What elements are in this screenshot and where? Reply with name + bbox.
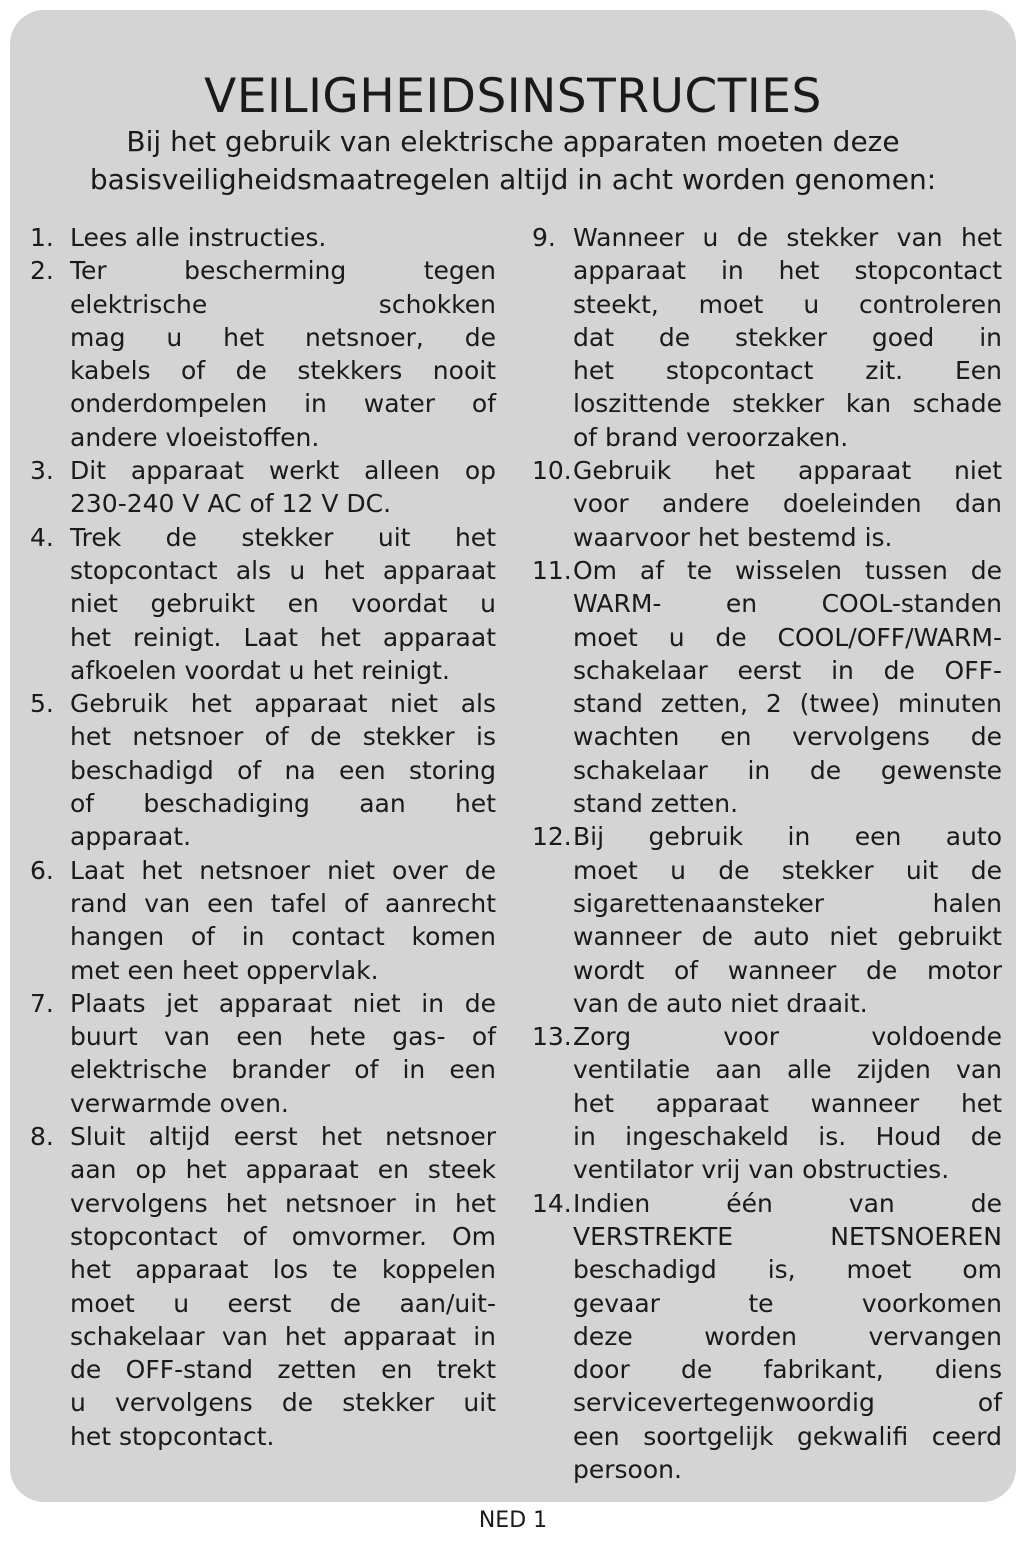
- instruction-line: of brand veroorzaken.: [573, 422, 849, 452]
- instruction-text: [70, 987, 496, 1120]
- instruction-line: persoon.: [573, 1454, 682, 1484]
- instruction-item: [532, 221, 1002, 454]
- instruction-line: afkoelen voordat u het reinigt.: [70, 655, 450, 685]
- instruction-line: deze worden vervangen: [573, 1321, 1002, 1351]
- instruction-text: [70, 687, 496, 853]
- instruction-text: [70, 254, 496, 454]
- instruction-line: Gebruik het apparaat niet als: [70, 689, 496, 719]
- instruction-text: [573, 454, 1002, 554]
- instruction-line: VERSTREKTE NETSNOEREN: [573, 1221, 1002, 1251]
- instruction-line: steekt, moet u controleren: [573, 289, 1002, 319]
- instruction-line: servicevertegenwoordig of: [573, 1388, 1002, 1418]
- instruction-line: het apparaat wanneer het: [573, 1088, 1002, 1118]
- instruction-line: wordt of wanneer de motor: [573, 955, 1002, 985]
- instruction-line: andere vloeistoffen.: [70, 422, 320, 452]
- instruction-line: met een heet oppervlak.: [70, 955, 379, 985]
- instruction-line: Ter bescherming tegen: [70, 256, 496, 286]
- instruction-number: 14.: [532, 1188, 572, 1218]
- instruction-line: Om af te wisselen tussen de: [573, 555, 1002, 585]
- instruction-text: [573, 221, 1002, 454]
- instructions-left-column: [30, 221, 496, 1453]
- instruction-text: [70, 221, 496, 254]
- instruction-line: het stopcontact.: [70, 1421, 275, 1451]
- instruction-number: 13.: [532, 1022, 572, 1052]
- instruction-text: [573, 1020, 1002, 1186]
- instruction-line: Lees alle instructies.: [70, 223, 327, 252]
- instruction-line: wachten en vervolgens de: [573, 722, 1002, 752]
- instruction-line: waarvoor het bestemd is.: [573, 522, 893, 552]
- instruction-number: 11.: [532, 555, 572, 585]
- instruction-line: vervolgens het netsnoer in het: [70, 1188, 496, 1218]
- instruction-line: voor andere doeleinden dan: [573, 489, 1002, 519]
- page-number: NED 1: [478, 1508, 548, 1533]
- instruction-line: het netsnoer of de stekker is: [70, 722, 496, 752]
- instruction-item: [30, 254, 496, 454]
- instruction-line: rand van een tafel of aanrecht: [70, 888, 496, 918]
- instruction-text: [70, 454, 496, 521]
- instruction-line: stand zetten.: [573, 789, 739, 819]
- instruction-number: 1.: [30, 223, 54, 252]
- instruction-line: sigarettenaansteker halen: [573, 888, 1002, 918]
- instruction-line: Plaats jet apparaat niet in de: [70, 988, 496, 1018]
- instruction-line: het apparaat los te koppelen: [70, 1255, 496, 1285]
- instruction-line: Bij gebruik in een auto: [573, 822, 1002, 852]
- instruction-line: stopcontact als u het apparaat: [70, 555, 496, 585]
- instruction-text: [573, 554, 1002, 820]
- instruction-line: apparaat in het stopcontact: [573, 256, 1002, 286]
- instruction-line: de OFF-stand zetten en trekt: [70, 1355, 496, 1385]
- instruction-line: niet gebruikt en voordat u: [70, 589, 496, 619]
- instruction-line: 230-240 V AC of 12 V DC.: [70, 489, 392, 519]
- instruction-line: ventilatie aan alle zijden van: [573, 1055, 1002, 1085]
- instruction-line: mag u het netsnoer, de: [70, 322, 496, 352]
- instruction-line: loszittende stekker kan schade: [573, 389, 1002, 419]
- instruction-line: elektrische brander of in een: [70, 1055, 496, 1085]
- instruction-line: van de auto niet draait.: [573, 988, 868, 1018]
- instruction-item: [532, 554, 1002, 820]
- instruction-text: [70, 1120, 496, 1453]
- instruction-line: Gebruik het apparaat niet: [573, 456, 1002, 486]
- instruction-line: of beschadiging aan het: [70, 789, 496, 819]
- instruction-line: elektrische schokken: [70, 289, 496, 319]
- instruction-line: beschadigd of na een storing: [70, 755, 496, 785]
- instruction-line: Dit apparaat werkt alleen op: [70, 456, 496, 486]
- instruction-line: moet u de COOL/OFF/WARM-: [573, 622, 1002, 652]
- instruction-item: [30, 987, 496, 1120]
- instruction-item: [30, 1120, 496, 1453]
- instruction-text: [70, 521, 496, 687]
- intro-text: Bij het gebruik van elektrische apparaten moeten deze basisveiligheidsmaatregelen altijd in acht worden genomen:: [89, 125, 937, 196]
- instruction-line: hangen of in contact komen: [70, 922, 496, 952]
- instruction-line: u vervolgens de stekker uit: [70, 1388, 496, 1418]
- instruction-line: buurt van een hete gas- of: [70, 1022, 496, 1052]
- instruction-line: het reinigt. Laat het apparaat: [70, 622, 496, 652]
- instruction-line: Trek de stekker uit het: [70, 522, 496, 552]
- page-title: VEILIGHEIDSINSTRUCTIES: [204, 69, 822, 125]
- instruction-line: Sluit altijd eerst het netsnoer: [70, 1122, 496, 1152]
- instruction-line: schakelaar van het apparaat in: [70, 1321, 496, 1351]
- instruction-number: 4.: [30, 522, 54, 552]
- instruction-line: Zorg voor voldoende: [573, 1022, 1002, 1052]
- instruction-item: [532, 454, 1002, 554]
- instruction-line: dat de stekker goed in: [573, 322, 1002, 352]
- instructions-right-column: [532, 221, 1002, 1486]
- instruction-text: [573, 820, 1002, 1020]
- instruction-line: stopcontact of omvormer. Om: [70, 1221, 496, 1251]
- instruction-item: [532, 820, 1002, 1020]
- instruction-line: het stopcontact zit. Een: [573, 356, 1002, 386]
- instruction-item: [30, 854, 496, 987]
- instruction-line: ventilator vrij van obstructies.: [573, 1155, 950, 1185]
- instruction-item: [30, 687, 496, 853]
- instruction-line: in ingeschakeld is. Houd de: [573, 1122, 1002, 1152]
- instruction-number: 9.: [532, 223, 556, 252]
- instruction-line: moet u de stekker uit de: [573, 855, 1002, 885]
- instruction-line: een soortgelijk gekwalifi ceerd: [573, 1421, 1002, 1451]
- instruction-line: verwarmde oven.: [70, 1088, 289, 1118]
- instruction-item: [30, 521, 496, 687]
- instruction-line: kabels of de stekkers nooit: [70, 356, 496, 386]
- instruction-number: 6.: [30, 855, 54, 885]
- instruction-line: door de fabrikant, diens: [573, 1355, 1002, 1385]
- instruction-line: apparaat.: [70, 822, 192, 852]
- instruction-text: [70, 854, 496, 987]
- instruction-number: 5.: [30, 689, 54, 719]
- instruction-number: 2.: [30, 256, 54, 286]
- instruction-line: schakelaar in de gewenste: [573, 755, 1002, 785]
- instruction-line: beschadigd is, moet om: [573, 1255, 1002, 1285]
- instruction-line: Laat het netsnoer niet over de: [70, 855, 496, 885]
- instruction-line: onderdompelen in water of: [70, 389, 496, 419]
- instruction-line: aan op het apparaat en steek: [70, 1155, 496, 1185]
- instruction-item: [532, 1187, 1002, 1487]
- instruction-number: 7.: [30, 988, 54, 1018]
- instruction-number: 10.: [532, 456, 572, 486]
- instruction-number: 8.: [30, 1122, 54, 1152]
- instruction-line: WARM- en COOL-standen: [573, 589, 1002, 619]
- instruction-line: stand zetten, 2 (twee) minuten: [573, 689, 1002, 719]
- instruction-text: [573, 1187, 1002, 1487]
- instruction-item: [30, 221, 496, 254]
- instruction-number: 12.: [532, 822, 572, 852]
- instruction-line: schakelaar eerst in de OFF-: [573, 655, 1002, 685]
- instruction-line: wanneer de auto niet gebruikt: [573, 922, 1002, 952]
- instruction-line: Wanneer u de stekker van het: [573, 223, 1002, 252]
- instruction-line: gevaar te voorkomen: [573, 1288, 1002, 1318]
- instruction-item: [30, 454, 496, 521]
- instruction-line: moet u eerst de aan/uit-: [70, 1288, 496, 1318]
- instruction-item: [532, 1020, 1002, 1186]
- instruction-number: 3.: [30, 456, 54, 486]
- instruction-line: Indien één van de: [573, 1188, 1002, 1218]
